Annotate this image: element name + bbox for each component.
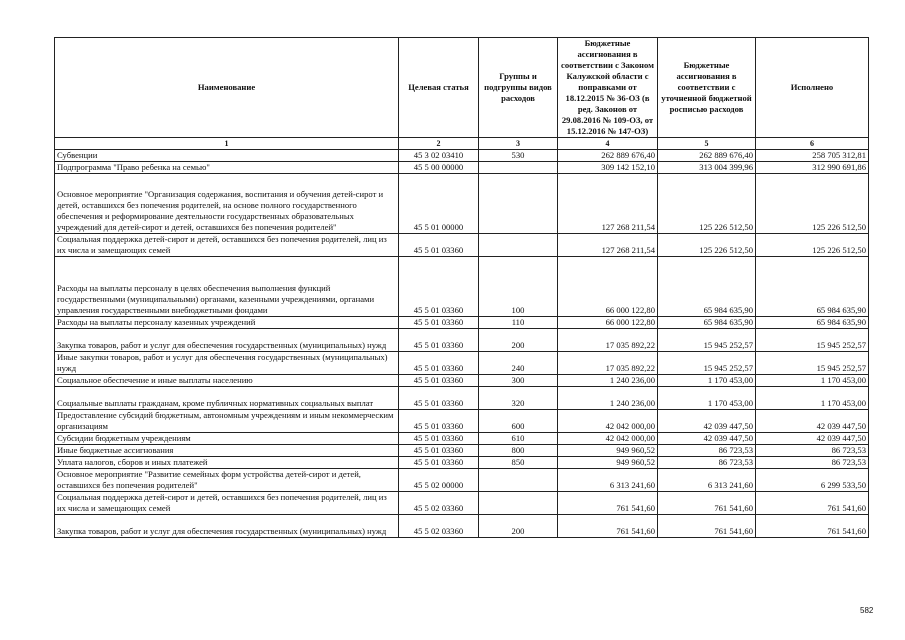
row-budget-law: 66 000 122,80 bbox=[558, 317, 658, 329]
row-target-article: 45 5 01 03360 bbox=[399, 234, 479, 257]
row-executed: 15 945 252,57 bbox=[756, 352, 869, 375]
row-expense-group bbox=[479, 234, 558, 257]
row-target-article: 45 5 01 03360 bbox=[399, 433, 479, 445]
row-name: Иные закупки товаров, работ и услуг для обеспечения государственных (муниципальных) нужд bbox=[55, 352, 399, 375]
column-number: 1 bbox=[55, 138, 399, 150]
header-budget-law: Бюджетные ассигнования в соответствии с Законом Калужской области с поправками от 18.12.2015 № 36-ОЗ (в ред. Законов от 29.08.2016 № 109-ОЗ, от 15.12.2016 № 147-ОЗ) bbox=[558, 38, 658, 138]
row-budget-law: 17 035 892,22 bbox=[558, 329, 658, 352]
table-row bbox=[55, 234, 869, 257]
row-expense-group: 300 bbox=[479, 375, 558, 387]
row-budget-law: 1 240 236,00 bbox=[558, 375, 658, 387]
row-executed: 125 226 512,50 bbox=[756, 174, 869, 234]
row-budget-refined: 761 541,60 bbox=[658, 515, 756, 538]
row-budget-refined: 1 170 453,00 bbox=[658, 375, 756, 387]
row-expense-group: 530 bbox=[479, 150, 558, 162]
row-budget-refined: 313 004 399,96 bbox=[658, 162, 756, 174]
row-target-article: 45 5 01 03360 bbox=[399, 410, 479, 433]
row-target-article: 45 5 02 03360 bbox=[399, 492, 479, 515]
row-name: Социальная поддержка детей-сирот и детей, оставшихся без попечения родителей, лиц из их числа и замещающих семей bbox=[55, 492, 399, 515]
row-budget-law: 262 889 676,40 bbox=[558, 150, 658, 162]
row-executed: 15 945 252,57 bbox=[756, 329, 869, 352]
row-expense-group: 610 bbox=[479, 433, 558, 445]
row-target-article: 45 5 01 00000 bbox=[399, 174, 479, 234]
row-target-article: 45 5 01 03360 bbox=[399, 457, 479, 469]
table-row bbox=[55, 352, 869, 375]
row-name: Закупка товаров, работ и услуг для обеспечения государственных (муниципальных) нужд bbox=[55, 329, 399, 352]
row-name: Уплата налогов, сборов и иных платежей bbox=[55, 457, 399, 469]
row-target-article: 45 5 01 03360 bbox=[399, 257, 479, 317]
header-budget-refined: Бюджетные ассигнования в соответствии с уточненной бюджетной росписью расходов bbox=[658, 38, 756, 138]
row-executed: 42 039 447,50 bbox=[756, 410, 869, 433]
row-expense-group bbox=[479, 469, 558, 492]
row-budget-refined: 86 723,53 bbox=[658, 445, 756, 457]
table-row bbox=[55, 329, 869, 352]
row-target-article: 45 5 01 03360 bbox=[399, 352, 479, 375]
column-number: 4 bbox=[558, 138, 658, 150]
row-name: Социальное обеспечение и иные выплаты населению bbox=[55, 375, 399, 387]
header-expense-groups: Группы и подгруппы видов расходов bbox=[479, 38, 558, 138]
row-budget-refined: 761 541,60 bbox=[658, 492, 756, 515]
row-expense-group bbox=[479, 162, 558, 174]
row-executed: 42 039 447,50 bbox=[756, 433, 869, 445]
row-budget-refined: 65 984 635,90 bbox=[658, 257, 756, 317]
row-name: Основное мероприятие "Развитие семейных форм устройства детей-сирот и детей, оставшихся без попечения родителей" bbox=[55, 469, 399, 492]
row-budget-law: 761 541,60 bbox=[558, 515, 658, 538]
row-expense-group bbox=[479, 174, 558, 234]
row-budget-law: 42 042 000,00 bbox=[558, 433, 658, 445]
row-budget-law: 949 960,52 bbox=[558, 445, 658, 457]
row-executed: 1 170 453,00 bbox=[756, 375, 869, 387]
row-budget-law: 127 268 211,54 bbox=[558, 234, 658, 257]
table-row bbox=[55, 317, 869, 329]
row-name: Подпрограмма "Право ребенка на семью" bbox=[55, 162, 399, 174]
row-expense-group: 600 bbox=[479, 410, 558, 433]
table-body bbox=[55, 150, 869, 538]
row-budget-law: 949 960,52 bbox=[558, 457, 658, 469]
row-target-article: 45 5 02 00000 bbox=[399, 469, 479, 492]
table-row bbox=[55, 445, 869, 457]
row-name: Субвенции bbox=[55, 150, 399, 162]
table-row bbox=[55, 410, 869, 433]
row-name: Предоставление субсидий бюджетным, автономным учреждениям и иным некоммерческим организациям bbox=[55, 410, 399, 433]
table-row bbox=[55, 387, 869, 410]
table-row bbox=[55, 492, 869, 515]
row-budget-refined: 125 226 512,50 bbox=[658, 234, 756, 257]
row-target-article: 45 5 01 03360 bbox=[399, 445, 479, 457]
table-row bbox=[55, 150, 869, 162]
table-row bbox=[55, 515, 869, 538]
row-name: Основное мероприятие "Организация содержания, воспитания и обучения детей-сирот и детей, оставшихся без попечения родителей, на основе полного государственного обеспечения и реформирование деятельности государственных образовательных учреждений для детей-сирот и детей, оставшихся без попечения родителей" bbox=[55, 174, 399, 234]
header-target-article: Целевая статья bbox=[399, 38, 479, 138]
row-budget-law: 761 541,60 bbox=[558, 492, 658, 515]
row-budget-law: 17 035 892,22 bbox=[558, 352, 658, 375]
row-budget-law: 1 240 236,00 bbox=[558, 387, 658, 410]
row-name: Расходы на выплаты персоналу в целях обеспечения выполнения функций государственными (муниципальными) органами, казенными учреждениями, органами управления государственными внебюджетными фондами bbox=[55, 257, 399, 317]
row-target-article: 45 5 01 03360 bbox=[399, 387, 479, 410]
row-budget-refined: 125 226 512,50 bbox=[658, 174, 756, 234]
row-target-article: 45 3 02 03410 bbox=[399, 150, 479, 162]
row-target-article: 45 5 01 03360 bbox=[399, 329, 479, 352]
row-budget-refined: 15 945 252,57 bbox=[658, 352, 756, 375]
budget-table bbox=[54, 37, 869, 538]
row-executed: 312 990 691,86 bbox=[756, 162, 869, 174]
row-expense-group: 320 bbox=[479, 387, 558, 410]
column-number: 2 bbox=[399, 138, 479, 150]
row-target-article: 45 5 00 00000 bbox=[399, 162, 479, 174]
row-budget-law: 42 042 000,00 bbox=[558, 410, 658, 433]
row-budget-law: 309 142 152,10 bbox=[558, 162, 658, 174]
table-row bbox=[55, 469, 869, 492]
column-number: 3 bbox=[479, 138, 558, 150]
row-executed: 86 723,53 bbox=[756, 445, 869, 457]
column-number: 5 bbox=[658, 138, 756, 150]
row-expense-group bbox=[479, 492, 558, 515]
row-expense-group: 240 bbox=[479, 352, 558, 375]
row-executed: 761 541,60 bbox=[756, 515, 869, 538]
row-budget-refined: 15 945 252,57 bbox=[658, 329, 756, 352]
table-row bbox=[55, 174, 869, 234]
row-name: Социальные выплаты гражданам, кроме публичных нормативных социальных выплат bbox=[55, 387, 399, 410]
row-name: Иные бюджетные ассигнования bbox=[55, 445, 399, 457]
row-budget-law: 66 000 122,80 bbox=[558, 257, 658, 317]
header-executed: Исполнено bbox=[756, 38, 869, 138]
page-number: 582 bbox=[860, 606, 874, 615]
row-expense-group: 100 bbox=[479, 257, 558, 317]
row-executed: 258 705 312,81 bbox=[756, 150, 869, 162]
row-budget-refined: 262 889 676,40 bbox=[658, 150, 756, 162]
row-budget-refined: 6 313 241,60 bbox=[658, 469, 756, 492]
row-expense-group: 110 bbox=[479, 317, 558, 329]
row-target-article: 45 5 01 03360 bbox=[399, 317, 479, 329]
row-budget-refined: 42 039 447,50 bbox=[658, 433, 756, 445]
row-target-article: 45 5 01 03360 bbox=[399, 375, 479, 387]
header-name: Наименование bbox=[55, 38, 399, 138]
row-budget-refined: 65 984 635,90 bbox=[658, 317, 756, 329]
row-executed: 6 299 533,50 bbox=[756, 469, 869, 492]
table-row bbox=[55, 457, 869, 469]
row-name: Закупка товаров, работ и услуг для обеспечения государственных (муниципальных) нужд bbox=[55, 515, 399, 538]
row-name: Социальная поддержка детей-сирот и детей, оставшихся без попечения родителей, лиц из их числа и замещающих семей bbox=[55, 234, 399, 257]
table-row bbox=[55, 433, 869, 445]
row-executed: 1 170 453,00 bbox=[756, 387, 869, 410]
row-executed: 65 984 635,90 bbox=[756, 317, 869, 329]
row-budget-law: 127 268 211,54 bbox=[558, 174, 658, 234]
row-expense-group: 800 bbox=[479, 445, 558, 457]
row-executed: 86 723,53 bbox=[756, 457, 869, 469]
column-number: 6 bbox=[756, 138, 869, 150]
row-executed: 65 984 635,90 bbox=[756, 257, 869, 317]
row-expense-group: 850 bbox=[479, 457, 558, 469]
table-row bbox=[55, 257, 869, 317]
row-budget-refined: 1 170 453,00 bbox=[658, 387, 756, 410]
table-row bbox=[55, 375, 869, 387]
row-expense-group: 200 bbox=[479, 515, 558, 538]
row-name: Субсидии бюджетным учреждениям bbox=[55, 433, 399, 445]
table-row bbox=[55, 162, 869, 174]
row-budget-law: 6 313 241,60 bbox=[558, 469, 658, 492]
row-executed: 125 226 512,50 bbox=[756, 234, 869, 257]
row-expense-group: 200 bbox=[479, 329, 558, 352]
row-budget-refined: 86 723,53 bbox=[658, 457, 756, 469]
row-target-article: 45 5 02 03360 bbox=[399, 515, 479, 538]
row-executed: 761 541,60 bbox=[756, 492, 869, 515]
row-budget-refined: 42 039 447,50 bbox=[658, 410, 756, 433]
row-name: Расходы на выплаты персоналу казенных учреждений bbox=[55, 317, 399, 329]
